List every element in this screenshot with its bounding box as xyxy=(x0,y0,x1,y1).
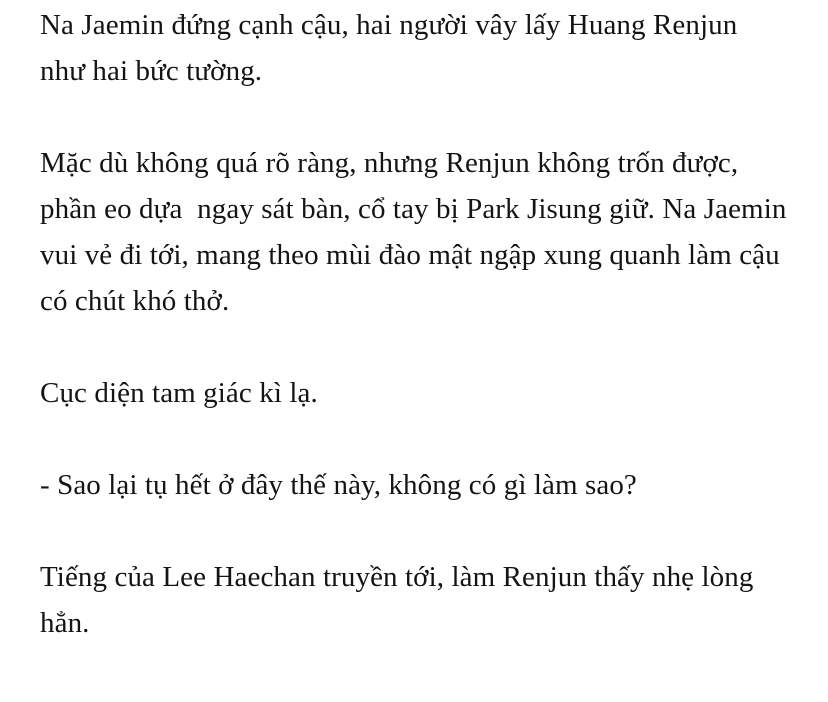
paragraph: - Sao lại tụ hết ở đây thế này, không có gì làm sao? xyxy=(40,469,637,501)
paragraph: Tiếng của Lee Haechan truyền tới, làm Renjun thấy nhẹ lòng hẳn. xyxy=(40,561,761,639)
paragraph: Mặc dù không quá rõ ràng, nhưng Renjun không trốn được, phần eo dựa ngay sát bàn, cổ tay bị Park Jisung giữ. Na Jaemin vui vẻ đi tới, mang theo mùi đào mật ngập xung quanh làm cậu có chút khó thở. xyxy=(40,147,794,317)
paragraph: Cục diện tam giác kì lạ. xyxy=(40,377,318,409)
paragraph: Na Jaemin đứng cạnh cậu, hai người vây lấy Huang Renjun như hai bức tường. xyxy=(40,9,745,87)
